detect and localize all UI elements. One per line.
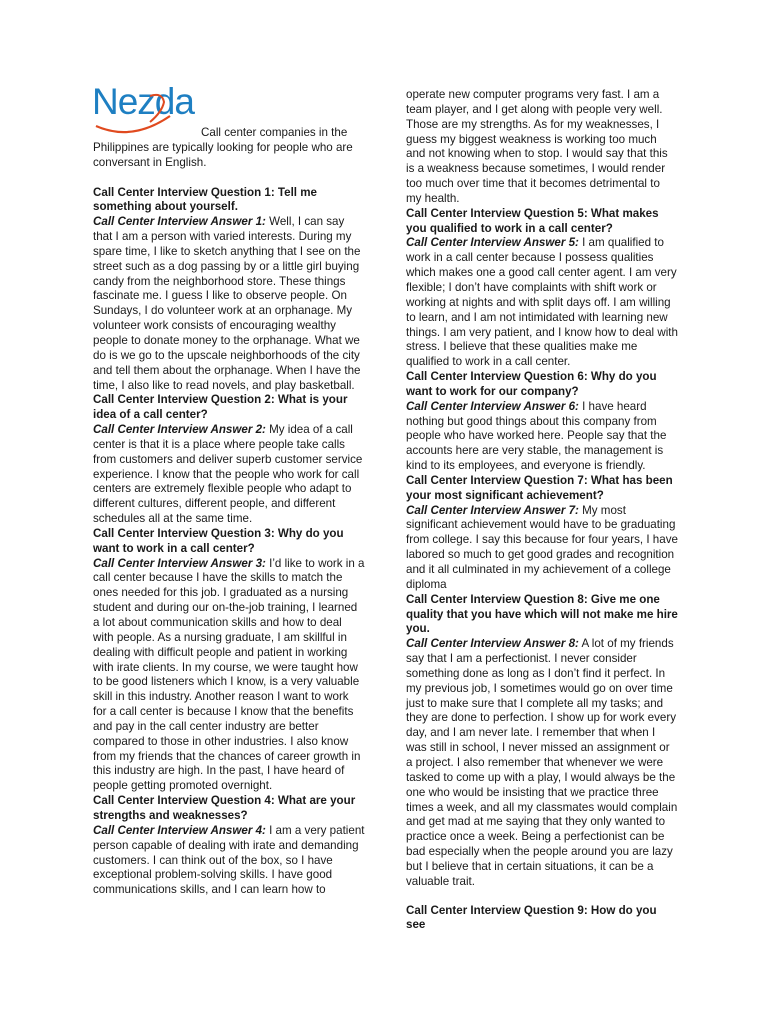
- question-9: Call Center Interview Question 9: How do you see: [406, 903, 657, 932]
- answer-4: [93, 824, 365, 898]
- answer-2-label: Call Center Interview Answer 2:: [93, 423, 266, 437]
- intro-paragraph: [93, 126, 365, 171]
- answer-2-text: My idea of a call center is that it is a place where people take calls from customers and deliver superb customer service experience. I know that the people who work for call centers are extremely flexible people who adapt to different cultures, different people, and different schedules all at the same time.: [93, 423, 363, 526]
- answer-8-text: A lot of my friends say that I am a perfectionist. I never consider something done as long as I don’t find it perfect. In my previous job, I sometimes would go on over time just to make sure that I complete all my tasks; and they are done to perfection. I show up for work every day, and I am never late. I remember that when I was still in school, I never missed an assignment or a project. I also remember that whenever we were tasked to come up with a play, I would always be the one who would be insisting that we practice three times a week, and all my classmates would complain and get mad at me saying that they only wanted to practice once a week. Being a perfectionist can be bad especially when the people around you are lazy but I believe that in certain situations, it can be a valuable trait.: [406, 637, 678, 888]
- question-7: Call Center Interview Question 7: What has been your most significant achievement?: [406, 473, 673, 502]
- answer-4-label: Call Center Interview Answer 4:: [93, 823, 266, 837]
- logo-text: Nezda: [92, 81, 194, 122]
- question-5: Call Center Interview Question 5: What makes you qualified to work in a call center?: [406, 206, 659, 235]
- answer-7-text: My most significant achievement would have to be graduating from college. I say this because for four years, I have labored so much to get good grades and recognition and it all culminated in my achievement of a college diploma: [406, 503, 678, 591]
- answer-3-label: Call Center Interview Answer 3:: [93, 556, 266, 570]
- answer-5-text: I am qualified to work in a call center because I possess qualities which makes one a good call center agent. I am very flexible; I don’t have complaints with shift work or working at nights and with split days off. I am willing to learn, and I am not intimidated with learning new things. I am very patient, and I know how to deal with stress. I believe that these qualities make me qualified to work in a call center.: [406, 236, 678, 369]
- answer-4-text: I am a very patient person capable of dealing with irate and demanding customers. I can think out of the box, so I have exceptional problem-solving skills. I have good communications skills, and I can learn how to: [93, 823, 365, 897]
- right-column: [406, 88, 678, 933]
- answer-4-continued: operate new computer programs very fast. I am a team player, and I get along with people very well. Those are my strengths. As for my weaknesses, I guess my biggest weakness is working too much and not knowing when to stop. I would say that this is a weakness because sometimes, I would render too much over time that it becomes detrimental to my health.: [406, 88, 668, 205]
- answer-5: [406, 236, 678, 370]
- answer-3: [93, 557, 365, 795]
- answer-5-label: Call Center Interview Answer 5:: [406, 236, 579, 250]
- question-4: Call Center Interview Question 4: What are your strengths and weaknesses?: [93, 794, 356, 822]
- answer-7-label: Call Center Interview Answer 7:: [406, 503, 579, 517]
- left-column: [93, 126, 365, 898]
- answer-8: [406, 637, 678, 889]
- answer-6-label: Call Center Interview Answer 6:: [406, 399, 579, 413]
- answer-8-label: Call Center Interview Answer 8:: [406, 637, 579, 651]
- question-8: Call Center Interview Question 8: Give me one quality that you have which will not make me hire you.: [406, 592, 678, 636]
- answer-6-text: I have heard nothing but good things about this company from people who have worked here. People say that the accounts here are very stable, the management is kind to its employees, and everyone is friendly.: [406, 399, 667, 473]
- intro-text: Call center companies in the Philippines are typically looking for people who are conversant in English.: [93, 126, 353, 169]
- answer-7: [406, 504, 678, 593]
- answer-6: [406, 400, 678, 474]
- answer-2: [93, 423, 365, 527]
- question-6: Call Center Interview Question 6: Why do you want to work for our company?: [406, 370, 657, 398]
- question-1: Call Center Interview Question 1: Tell me something about yourself.: [93, 185, 317, 214]
- question-2: Call Center Interview Question 2: What is your idea of a call center?: [93, 393, 348, 422]
- question-3: Call Center Interview Question 3: Why do you want to work in a call center?: [93, 526, 344, 555]
- answer-3-text: I’d like to work in a call center because I have the skills to match the ones needed for this job. I graduated as a nursing student and during our on-the-job training, I learned a lot about communication skills and how to deal with people. As a nursing graduate, I am skillful in dealing with difficult people and patient in working with irate clients. In my course, we were taught how to be good listeners which I know, is a very valuable skill in this industry. Another reason I want to work for a call center is because I know that the benefits and pay in the call center industry are better compared to those in other industries. I also know from my friends that the chances of career growth in this industry are high. In the past, I have heard of people getting promoted overnight.: [93, 556, 365, 793]
- answer-1-text: Well, I can say that I am a person with varied interests. During my spare time, I like to sketch anything that I see on the street such as a dog passing by or a little girl buying candy from the neighborhood store. These things fascinate me. I guess I like to observe people. On Sundays, I do volunteer work at an orphanage. My volunteer work consists of encouraging wealthy people to donate money to the orphanage. What we do is we go to the upscale neighborhoods of the city and tell them about the orphanage. When I have the time, I also like to read novels, and play basketball.: [93, 215, 361, 392]
- answer-1-label: Call Center Interview Answer 1:: [93, 215, 266, 229]
- answer-1: [93, 215, 365, 393]
